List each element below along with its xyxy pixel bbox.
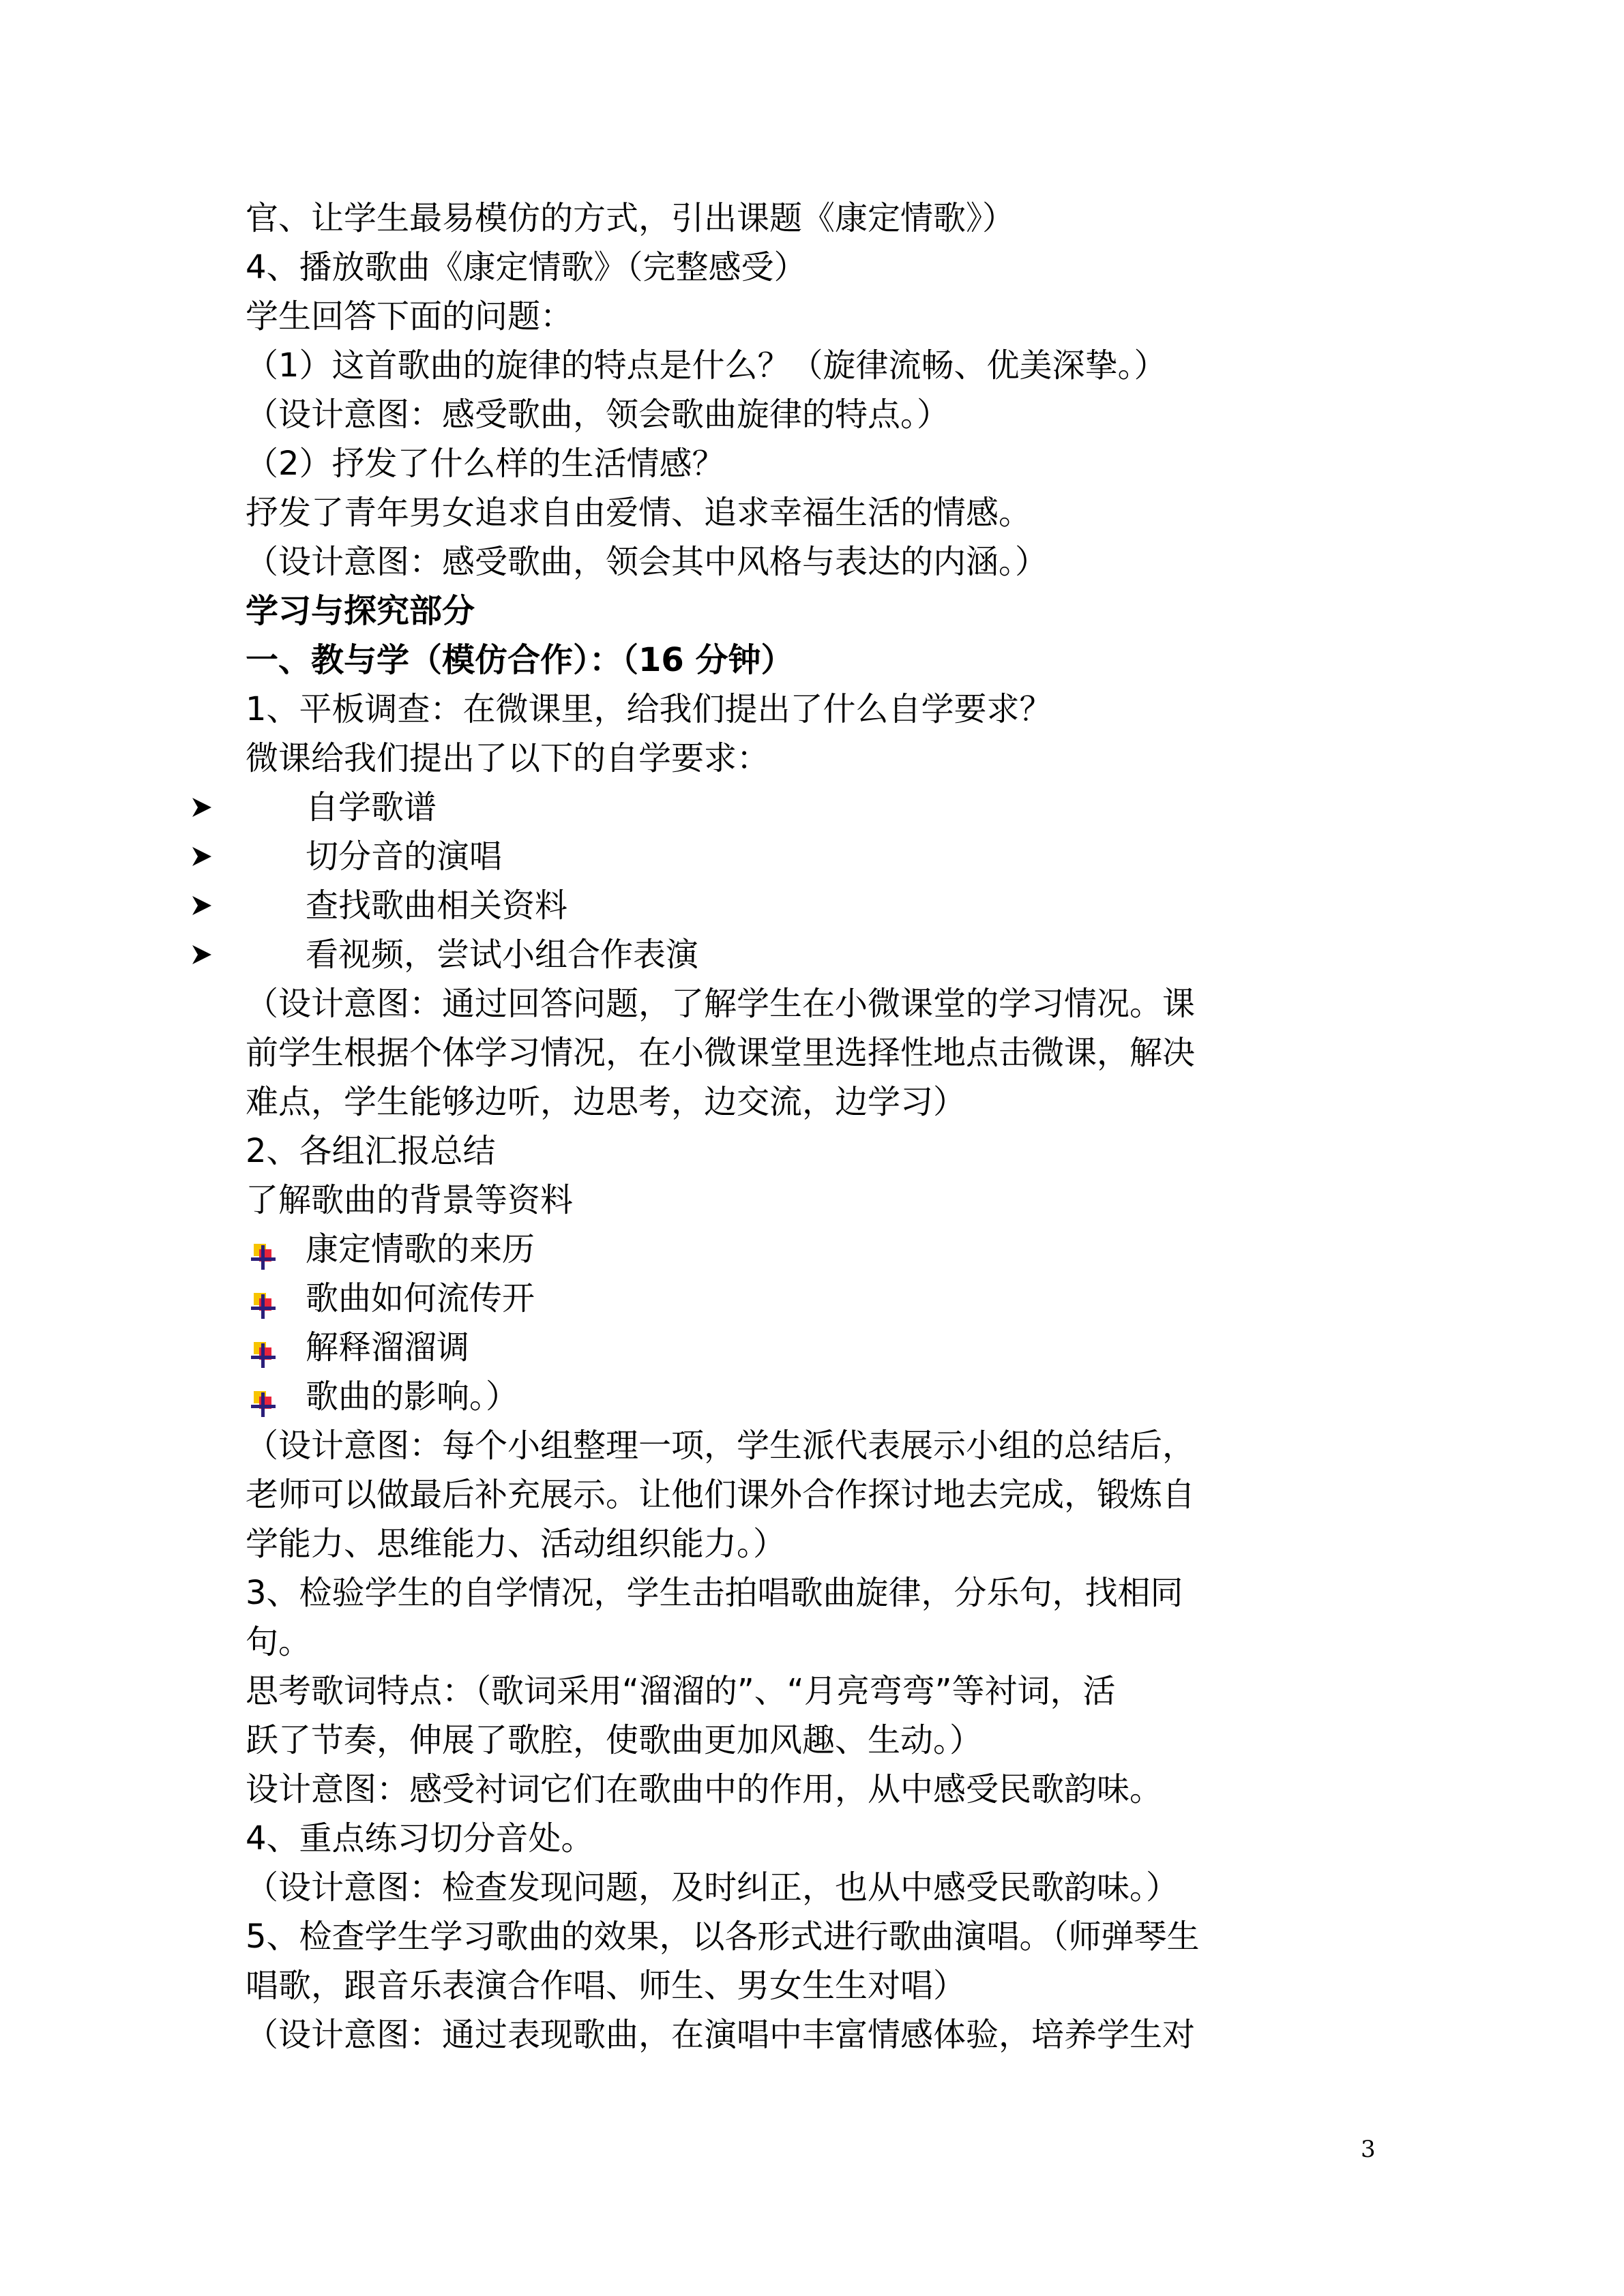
text-line: 难点，学生能够边听，边思考，边交流，边学习） (246, 1083, 966, 1121)
list-item-text: 切分音的演唱 (306, 837, 503, 876)
list-item-text: 康定情歌的来历 (306, 1230, 535, 1268)
text-line: 1、平板调查：在微课里，给我们提出了什么自学要求？ (246, 690, 1052, 728)
arrow-bullet-list (246, 783, 1405, 979)
list-item-text: 歌曲如何流传开 (306, 1279, 535, 1317)
list-item (246, 930, 1405, 979)
text-line: 5、检查学生学习歌曲的效果，以各形式进行歌曲演唱。（师弹琴生 (246, 1918, 1200, 1956)
text-line: 句。 (246, 1623, 312, 1661)
arrow-bullet-icon (188, 783, 222, 832)
flag-bullet-icon (250, 1285, 277, 1313)
text-line: （设计意图：感受歌曲，领会其中风格与表达的内涵。） (246, 543, 1048, 581)
arrow-bullet-icon (188, 832, 222, 881)
flag-bullet-list (246, 1225, 1405, 1421)
text-line: 了解歌曲的背景等资料 (246, 1181, 574, 1219)
flag-bullet-icon (250, 1334, 277, 1362)
section-heading: 学习与探究部分 (246, 592, 475, 630)
text-line: （2）抒发了什么样的生活情感？ (246, 445, 725, 483)
text-line: （设计意图：检查发现问题，及时纠正，也从中感受民歌韵味。） (246, 1868, 1179, 1907)
text-line: 思考歌词特点：（歌词采用“溜溜的”、“月亮弯弯”等衬词，活 (246, 1672, 1116, 1710)
text-line: 抒发了青年男女追求自由爱情、追求幸福生活的情感。 (246, 494, 1032, 532)
text-line: 唱歌，跟音乐表演合作唱、师生、男女生生对唱） (246, 1967, 966, 2005)
list-item (246, 783, 1405, 832)
text-line: 跃了节奏，伸展了歌腔，使歌曲更加风趣、生动。） (246, 1721, 983, 1759)
text-line: 微课给我们提出了以下的自学要求： (246, 739, 770, 777)
list-item (246, 1225, 1405, 1274)
text-line: （设计意图：感受歌曲，领会歌曲旋律的特点。） (246, 396, 950, 434)
list-item (246, 832, 1405, 881)
list-item (246, 1274, 1405, 1323)
document-body (246, 194, 1405, 2059)
text-line: 2、各组汇报总结 (246, 1132, 496, 1170)
list-item (246, 881, 1405, 930)
text-line: 4、重点练习切分音处。 (246, 1819, 594, 1858)
text-line: 设计意图：感受衬词它们在歌曲中的作用，从中感受民歌韵味。 (246, 1770, 1163, 1808)
text-line: （设计意图：通过回答问题，了解学生在小微课堂的学习情况。课 (246, 985, 1196, 1023)
list-item-text: 查找歌曲相关资料 (306, 886, 568, 925)
flag-bullet-icon (250, 1236, 277, 1264)
text-line: （设计意图：每个小组整理一项，学生派代表展示小组的总结后， (246, 1427, 1196, 1465)
page-number: 3 (1361, 2136, 1376, 2163)
text-line: 学生回答下面的问题： (246, 297, 574, 336)
text-line: （1）这首歌曲的旋律的特点是什么？（旋律流畅、优美深挚。） (246, 346, 1167, 385)
text-line: 老师可以做最后补充展示。让他们课外合作探讨地去完成，锻炼自 (246, 1476, 1196, 1514)
list-item (246, 1323, 1405, 1372)
list-item-text: 看视频，尝试小组合作表演 (306, 936, 699, 974)
list-item-text: 歌曲的影响。） (306, 1377, 519, 1416)
list-item (246, 1372, 1405, 1421)
list-item-text: 解释溜溜调 (306, 1328, 470, 1367)
subsection-heading: 一、教与学（模仿合作）：（16 分钟） (246, 641, 794, 679)
list-item-text: 自学歌谱 (306, 788, 437, 826)
text-line: 3、检验学生的自学情况，学生击拍唱歌曲旋律，分乐句，找相同 (246, 1574, 1183, 1612)
flag-bullet-icon (250, 1383, 277, 1412)
arrow-bullet-icon (188, 881, 222, 930)
text-line: （设计意图：通过表现歌曲，在演唱中丰富情感体验，培养学生对 (246, 2016, 1196, 2054)
text-line: 前学生根据个体学习情况，在小微课堂里选择性地点击微课，解决 (246, 1034, 1196, 1072)
text-line: 4、播放歌曲《康定情歌》（完整感受） (246, 248, 807, 286)
text-line: 学能力、思维能力、活动组织能力。） (246, 1525, 786, 1563)
arrow-bullet-icon (188, 930, 222, 979)
text-line: 官、让学生最易模仿的方式，引出课题《康定情歌》） (246, 199, 1016, 237)
